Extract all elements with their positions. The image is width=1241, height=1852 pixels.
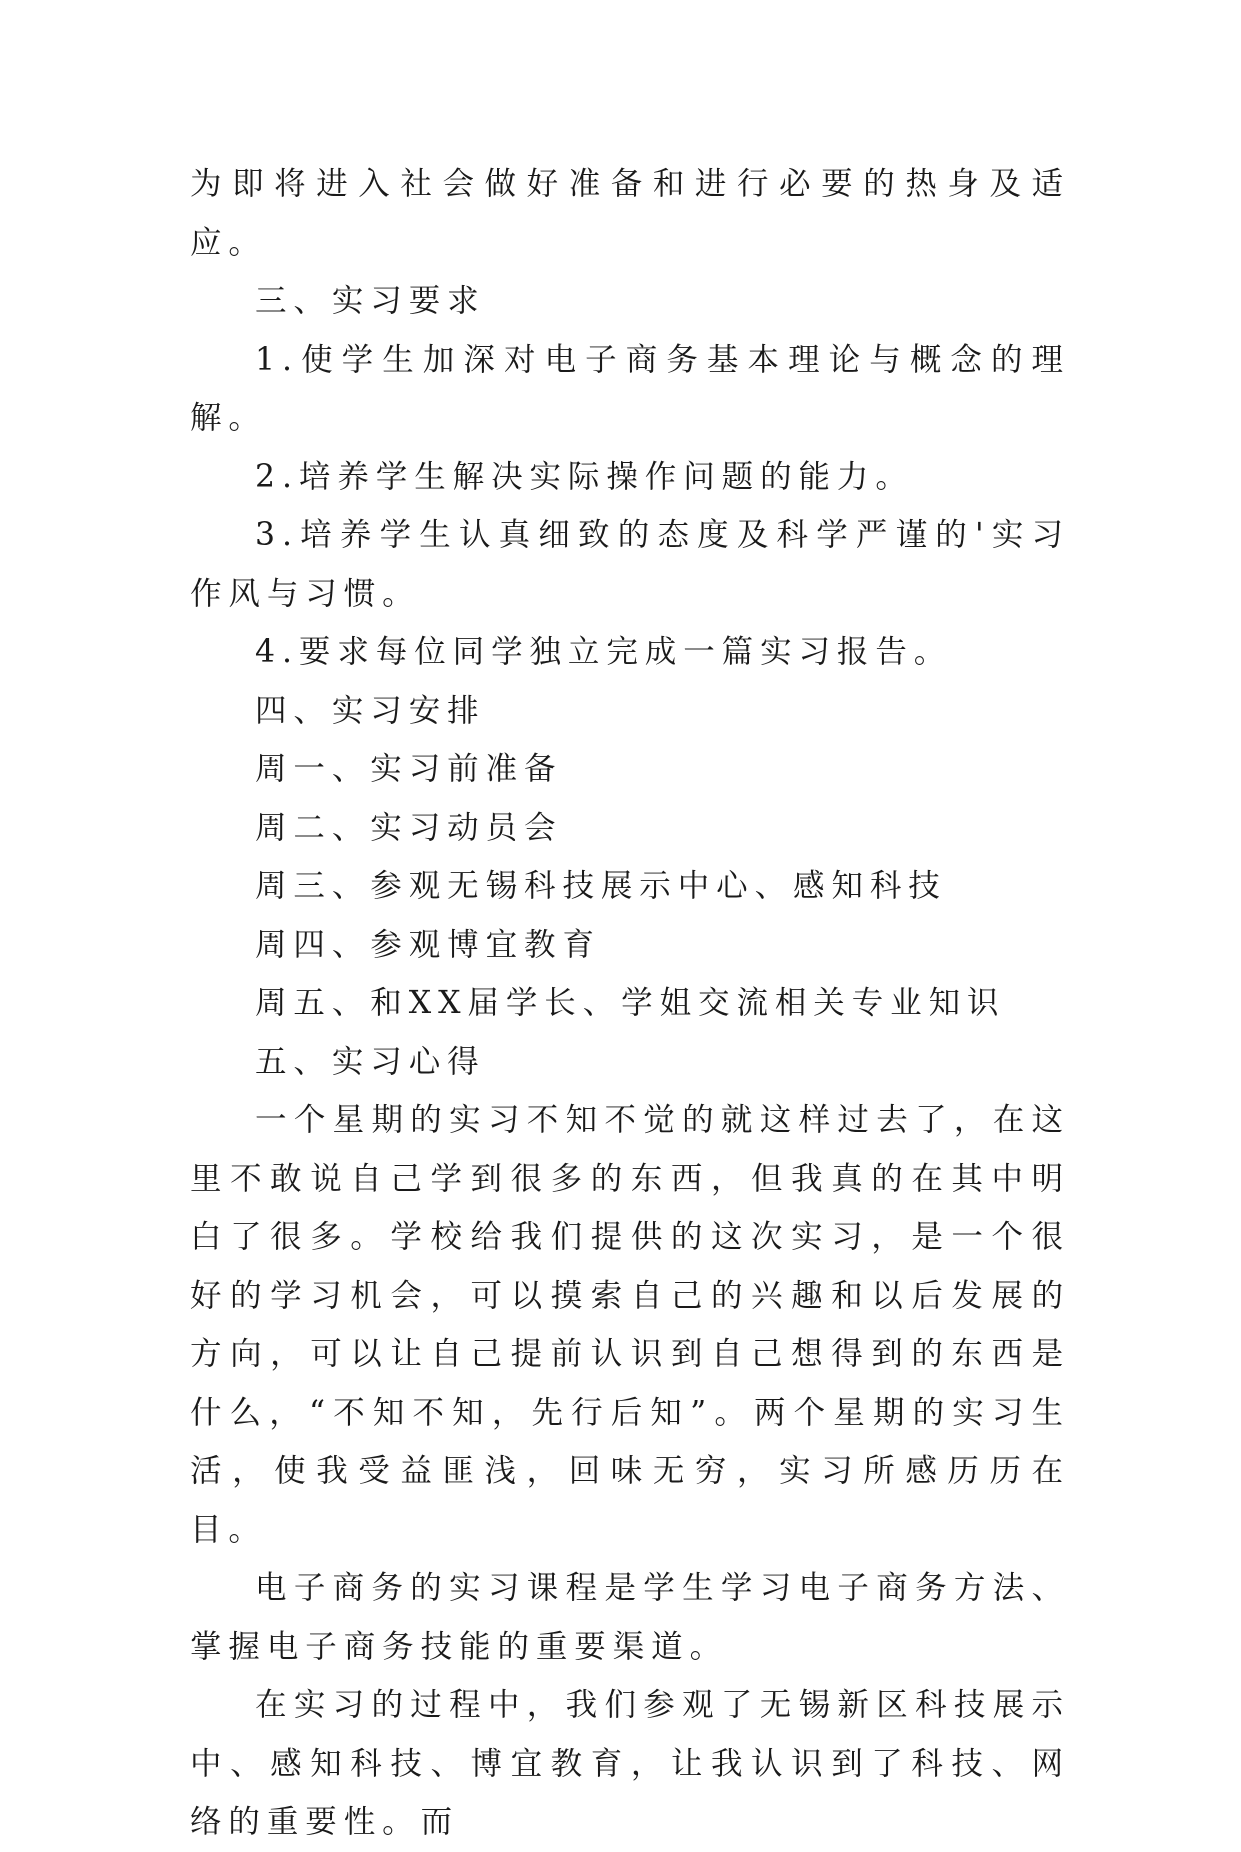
paragraph: 在实习的过程中，我们参观了无锡新区科技展示中、感知科技、博宜教育，让我认识到了科技、网络的重要性。而 [190,1687,1070,1840]
list-item: 2.培养学生解决实际操作问题的能力。 [255,458,914,495]
schedule-item: 周五、和XX届学长、学姐交流相关专业知识 [255,985,1006,1021]
schedule-item: 周二、实习动员会 [255,809,563,846]
list-item: 3.培养学生认真细致的态度及科学严谨的'实习作风与习惯。 [190,517,1070,612]
paragraph: 为即将进入社会做好准备和进行必要的热身及适应。 [190,166,1070,261]
section-heading: 五、实习心得 [255,1043,486,1080]
section-heading: 三、实习要求 [255,283,486,319]
document-body [190,155,1070,1852]
list-item: 4.要求每位同学独立完成一篇实习报告。 [255,634,953,670]
section-heading: 四、实习安排 [255,692,486,729]
list-item: 1.使学生加深对电子商务基本理论与概念的理解。 [190,341,1070,436]
schedule-item: 周四、参观博宜教育 [255,926,601,963]
paragraph: 电子商务的实习课程是学生学习电子商务方法、掌握电子商务技能的重要渠道。 [190,1570,1070,1665]
schedule-item: 周三、参观无锡科技展示中心、感知科技 [255,868,947,904]
paragraph: 一个星期的实习不知不觉的就这样过去了，在这里不敢说自己学到很多的东西，但我真的在其中明白了很多。学校给我们提供的这次实习，是一个很好的学习机会，可以摸索自己的兴趣和以后发展的方向，可以让自己提前认识到自己想得到的东西是什么，“不知不知，先行后知”。两个星期的实习生活，使我受益匪浅，回味无穷，实习所感历历在目。 [190,1102,1070,1548]
schedule-item: 周一、实习前准备 [255,751,563,787]
